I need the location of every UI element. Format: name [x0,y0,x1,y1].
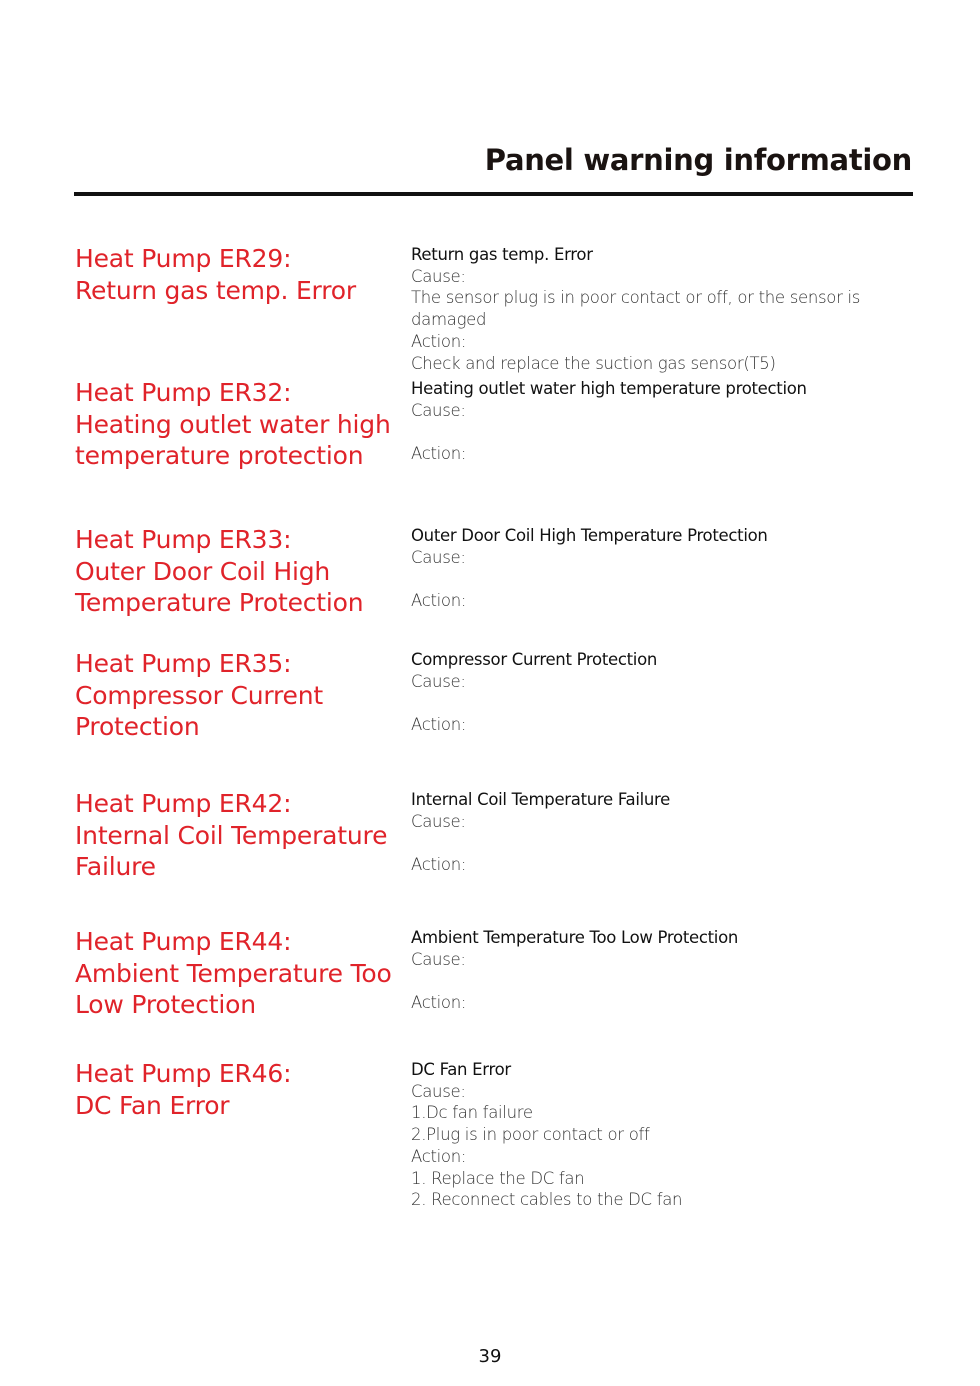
cause-text: 2.Plug is in poor contact or off [411,1125,650,1145]
description-heading: Heating outlet water high temperature protection [411,379,807,398]
action-text: 2. Reconnect cables to the DC fan [411,1190,683,1210]
action-label: Action: [411,855,467,875]
warning-code-title [75,524,395,619]
page-title: Panel warning information [484,143,912,177]
warning-description [411,789,911,876]
warning-description [411,1059,911,1211]
warning-code-title [75,648,395,743]
cause-label: Cause: [411,266,466,286]
action-label: Action: [411,591,467,611]
error-name: Outer Door Coil High Temperature Protection [75,556,364,618]
error-name: Heating outlet water high temperature protection [75,409,391,471]
error-code: Heat Pump ER32: [75,378,292,407]
warning-description [411,525,911,612]
page-number: 39 [478,1346,502,1367]
error-code: Heat Pump ER42: [75,789,292,818]
error-code: Heat Pump ER46: [75,1059,292,1088]
warning-code-title [75,377,395,472]
description-heading: DC Fan Error [411,1060,511,1079]
error-code: Heat Pump ER33: [75,525,292,554]
warning-description [411,649,911,736]
cause-label: Cause: [411,1081,466,1101]
action-label: Action: [411,715,467,735]
cause-label: Cause: [411,949,466,969]
cause-text [411,970,911,992]
description-heading: Return gas temp. Error [411,245,593,264]
warning-code-title [75,243,395,306]
error-name: Compressor Current Protection [75,680,323,742]
description-heading: Ambient Temperature Too Low Protection [411,928,739,947]
warning-code-title [75,1058,395,1121]
cause-text [411,568,911,590]
description-heading: Compressor Current Protection [411,650,658,669]
description-heading: Outer Door Coil High Temperature Protection [411,526,768,545]
error-name: Internal Coil Temperature Failure [75,820,388,882]
cause-text [411,692,911,714]
action-label: Action: [411,993,467,1013]
warning-description [411,927,911,1014]
action-text: 1. Replace the DC fan [411,1168,585,1188]
warning-code-title [75,926,395,1021]
warning-description [411,244,911,374]
title-divider [74,192,913,196]
action-text: Check and replace the suction gas sensor(T5) [411,353,776,373]
cause-label: Cause: [411,547,466,567]
error-code: Heat Pump ER44: [75,927,292,956]
cause-label: Cause: [411,400,466,420]
error-name: Return gas temp. Error [75,275,356,305]
cause-text: 1.Dc fan failure [411,1103,533,1123]
action-label: Action: [411,331,467,351]
action-label: Action: [411,444,467,464]
error-code: Heat Pump ER29: [75,244,292,273]
cause-label: Cause: [411,671,466,691]
description-heading: Internal Coil Temperature Failure [411,790,671,809]
action-label: Action: [411,1146,467,1166]
warning-code-title [75,788,395,883]
cause-text: The sensor plug is in poor contact or off, or the sensor is damaged [411,288,861,330]
cause-label: Cause: [411,811,466,831]
error-name: DC Fan Error [75,1090,230,1120]
warning-description [411,378,911,465]
cause-text [411,421,911,443]
cause-text [411,832,911,854]
error-name: Ambient Temperature Too Low Protection [75,958,392,1020]
error-code: Heat Pump ER35: [75,649,292,678]
